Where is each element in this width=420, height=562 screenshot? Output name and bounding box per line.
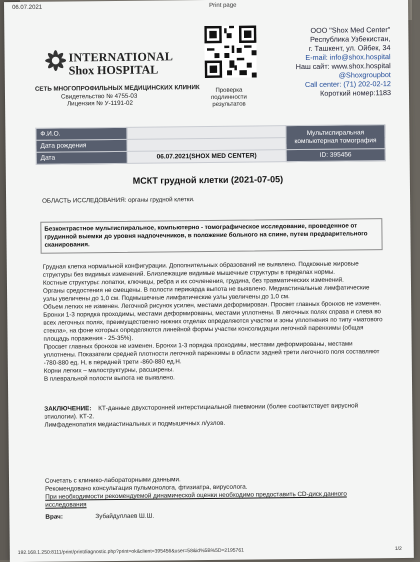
modality-label: Мультиспиральная компьютерная томография xyxy=(286,125,385,150)
doctor-name: Зубайдуллаев Ш.Ш. xyxy=(95,512,155,521)
contact-short-number: Короткий номер:1183 xyxy=(320,88,392,98)
print-page-label: Print page xyxy=(209,2,237,9)
check-line2: подлинности xyxy=(210,94,247,101)
footer-url: 192.168.1.250:8111/print/printdiagnostic.php?print=ok&client=395456&user=58&id%5B%5D=2195761 xyxy=(17,547,244,557)
brand-license: Лицензия № У-1191-02 xyxy=(67,99,133,108)
finding-paragraph: Объем легких не изменен. Легочной рисунок усилен, местами деформирован. Просвет главных бронхов не изменен. Бронхи 1-3 порядка проходимы, местами деформированы, местами уплотнены. В легочных полях справа и слева во всех легочных полях, преимущественно нижних отделах определяются участки и зоны уплотнения по типу «матового стекла», на фоне которых определяются линейной формы участки консолидации легочной паренхимы (общая площадь поражения - 25-35%). xyxy=(43,300,383,343)
finding-paragraph: Костные структуры: лопатки, ключицы, ребра и их сочленения, грудина, без травматических изменений. xyxy=(42,276,344,287)
study-description: Безконтрастное мультиспиральное, компьютерно - томографическое исследование, проведенное от грудинной выемки до уровня надпочечников, в положение больного на спине, путем предварительного сканирования. xyxy=(40,218,382,254)
contact-call-center[interactable]: Call center: (71) 202-02-12 xyxy=(304,79,391,89)
conclusion-text2: Лимфаденопатия медиастинальных и подмышечных л/узлов. xyxy=(44,419,226,429)
check-line3: результатов xyxy=(212,101,246,108)
brand-name-line1: INTERNATIONAL xyxy=(68,49,174,65)
date-value: 06.07.2021(SHOX MED CENTER) xyxy=(127,150,286,164)
recommendation-1: Сочетать с клинико-лабораторными данными. xyxy=(44,476,181,485)
patient-info-table xyxy=(35,124,385,165)
recommendations-block xyxy=(45,474,385,510)
study-area: ОБЛАСТЬ ИССЛЕДОВАНИЯ: органы грудной клетки. xyxy=(42,196,195,205)
recommendation-3: При необходимости рекомендуемой динамической оценки необходимо предоставить CD-диск данного исследования xyxy=(45,490,347,509)
paper-sheet xyxy=(4,0,414,562)
dob-label: Дата рождения xyxy=(36,139,127,152)
conclusion-block xyxy=(44,402,384,430)
check-line1: Проверка xyxy=(215,87,243,94)
findings-block xyxy=(43,260,384,384)
finding-paragraph: Просвет главных бронхов не изменен. Бронхи 1-3 порядка проходимы, местами деформированы, местами уплотнены. Показатели средней плотности легочной паренхимы в области задней трети легочного поля составляют -780-880 ед. Н, в передней трети -860-880 ед.Н. xyxy=(43,340,380,367)
background-right xyxy=(412,0,420,560)
doctor-label: Врач: xyxy=(45,513,63,521)
qr-code-icon xyxy=(204,25,257,78)
contact-address: г. Ташкент, ул. Ойбек, 34 xyxy=(308,43,391,53)
conclusion-label: ЗАКЛЮЧЕНИЕ: xyxy=(44,405,92,413)
brand-network: СЕТЬ МНОГОПРОФИЛЬНЫХ МЕДИЦИНСКИХ КЛИНИК xyxy=(34,84,200,93)
brand-certificate: Свидетельство № 4755-03 xyxy=(60,92,138,101)
conclusion-text: КТ-данные двухсторонней интерстициальной пневмонии (более соответствует вирусной этиологии). КТ-2. xyxy=(44,402,359,421)
brand-name-line2: Shox HOSPITAL xyxy=(68,62,159,78)
fio-label: Ф.И.О. xyxy=(36,127,127,140)
authenticity-check-label xyxy=(211,88,247,109)
finding-paragraph: Грудная клетка нормальной конфигурации. Дополнительных образований не выявлено. Подкожные жировые структуры без видимых изменений. Близлежащие видимые мышечные структуры в пределах нормы. xyxy=(42,260,359,279)
recommendation-2: Рекомендовано консультация пульмонолога, фтизиатра, вирусолога. xyxy=(45,483,248,493)
doctor-signature-line xyxy=(45,513,154,521)
footer-page-number: 1/2 xyxy=(394,545,402,553)
contact-org: ООО "Shox Med Center" xyxy=(310,25,391,35)
contact-social[interactable]: @Shoxgroupbot xyxy=(338,70,391,80)
patient-id: ID: 395456 xyxy=(286,149,385,162)
contact-country: Республика Узбекистан, xyxy=(310,34,391,44)
print-date: 06.07.2021 xyxy=(12,4,43,12)
contact-email[interactable]: E-mail: info@shox.hospital xyxy=(305,52,391,62)
date-label: Дата xyxy=(36,151,127,164)
contacts-block xyxy=(295,25,391,98)
contact-site[interactable]: Наш сайт: www.shox.hospital xyxy=(295,61,391,72)
report-title: МСКТ грудной клетки (2021-07-05) xyxy=(132,174,284,186)
finding-paragraph: В плевральной полости выпота не выявлено. xyxy=(43,374,175,383)
finding-paragraph: Корни легких – малоструктурны, расширены. xyxy=(43,366,174,375)
patient-row-date xyxy=(36,149,385,165)
finding-paragraph: Органы средостения не смещены. В полости перикарда выпота не выявлено. Медиастинальные лимфатические узлы увеличены до 1,0 см. Подмышечные лимфатические узлы увеличены до 1,0 см. xyxy=(43,284,370,303)
